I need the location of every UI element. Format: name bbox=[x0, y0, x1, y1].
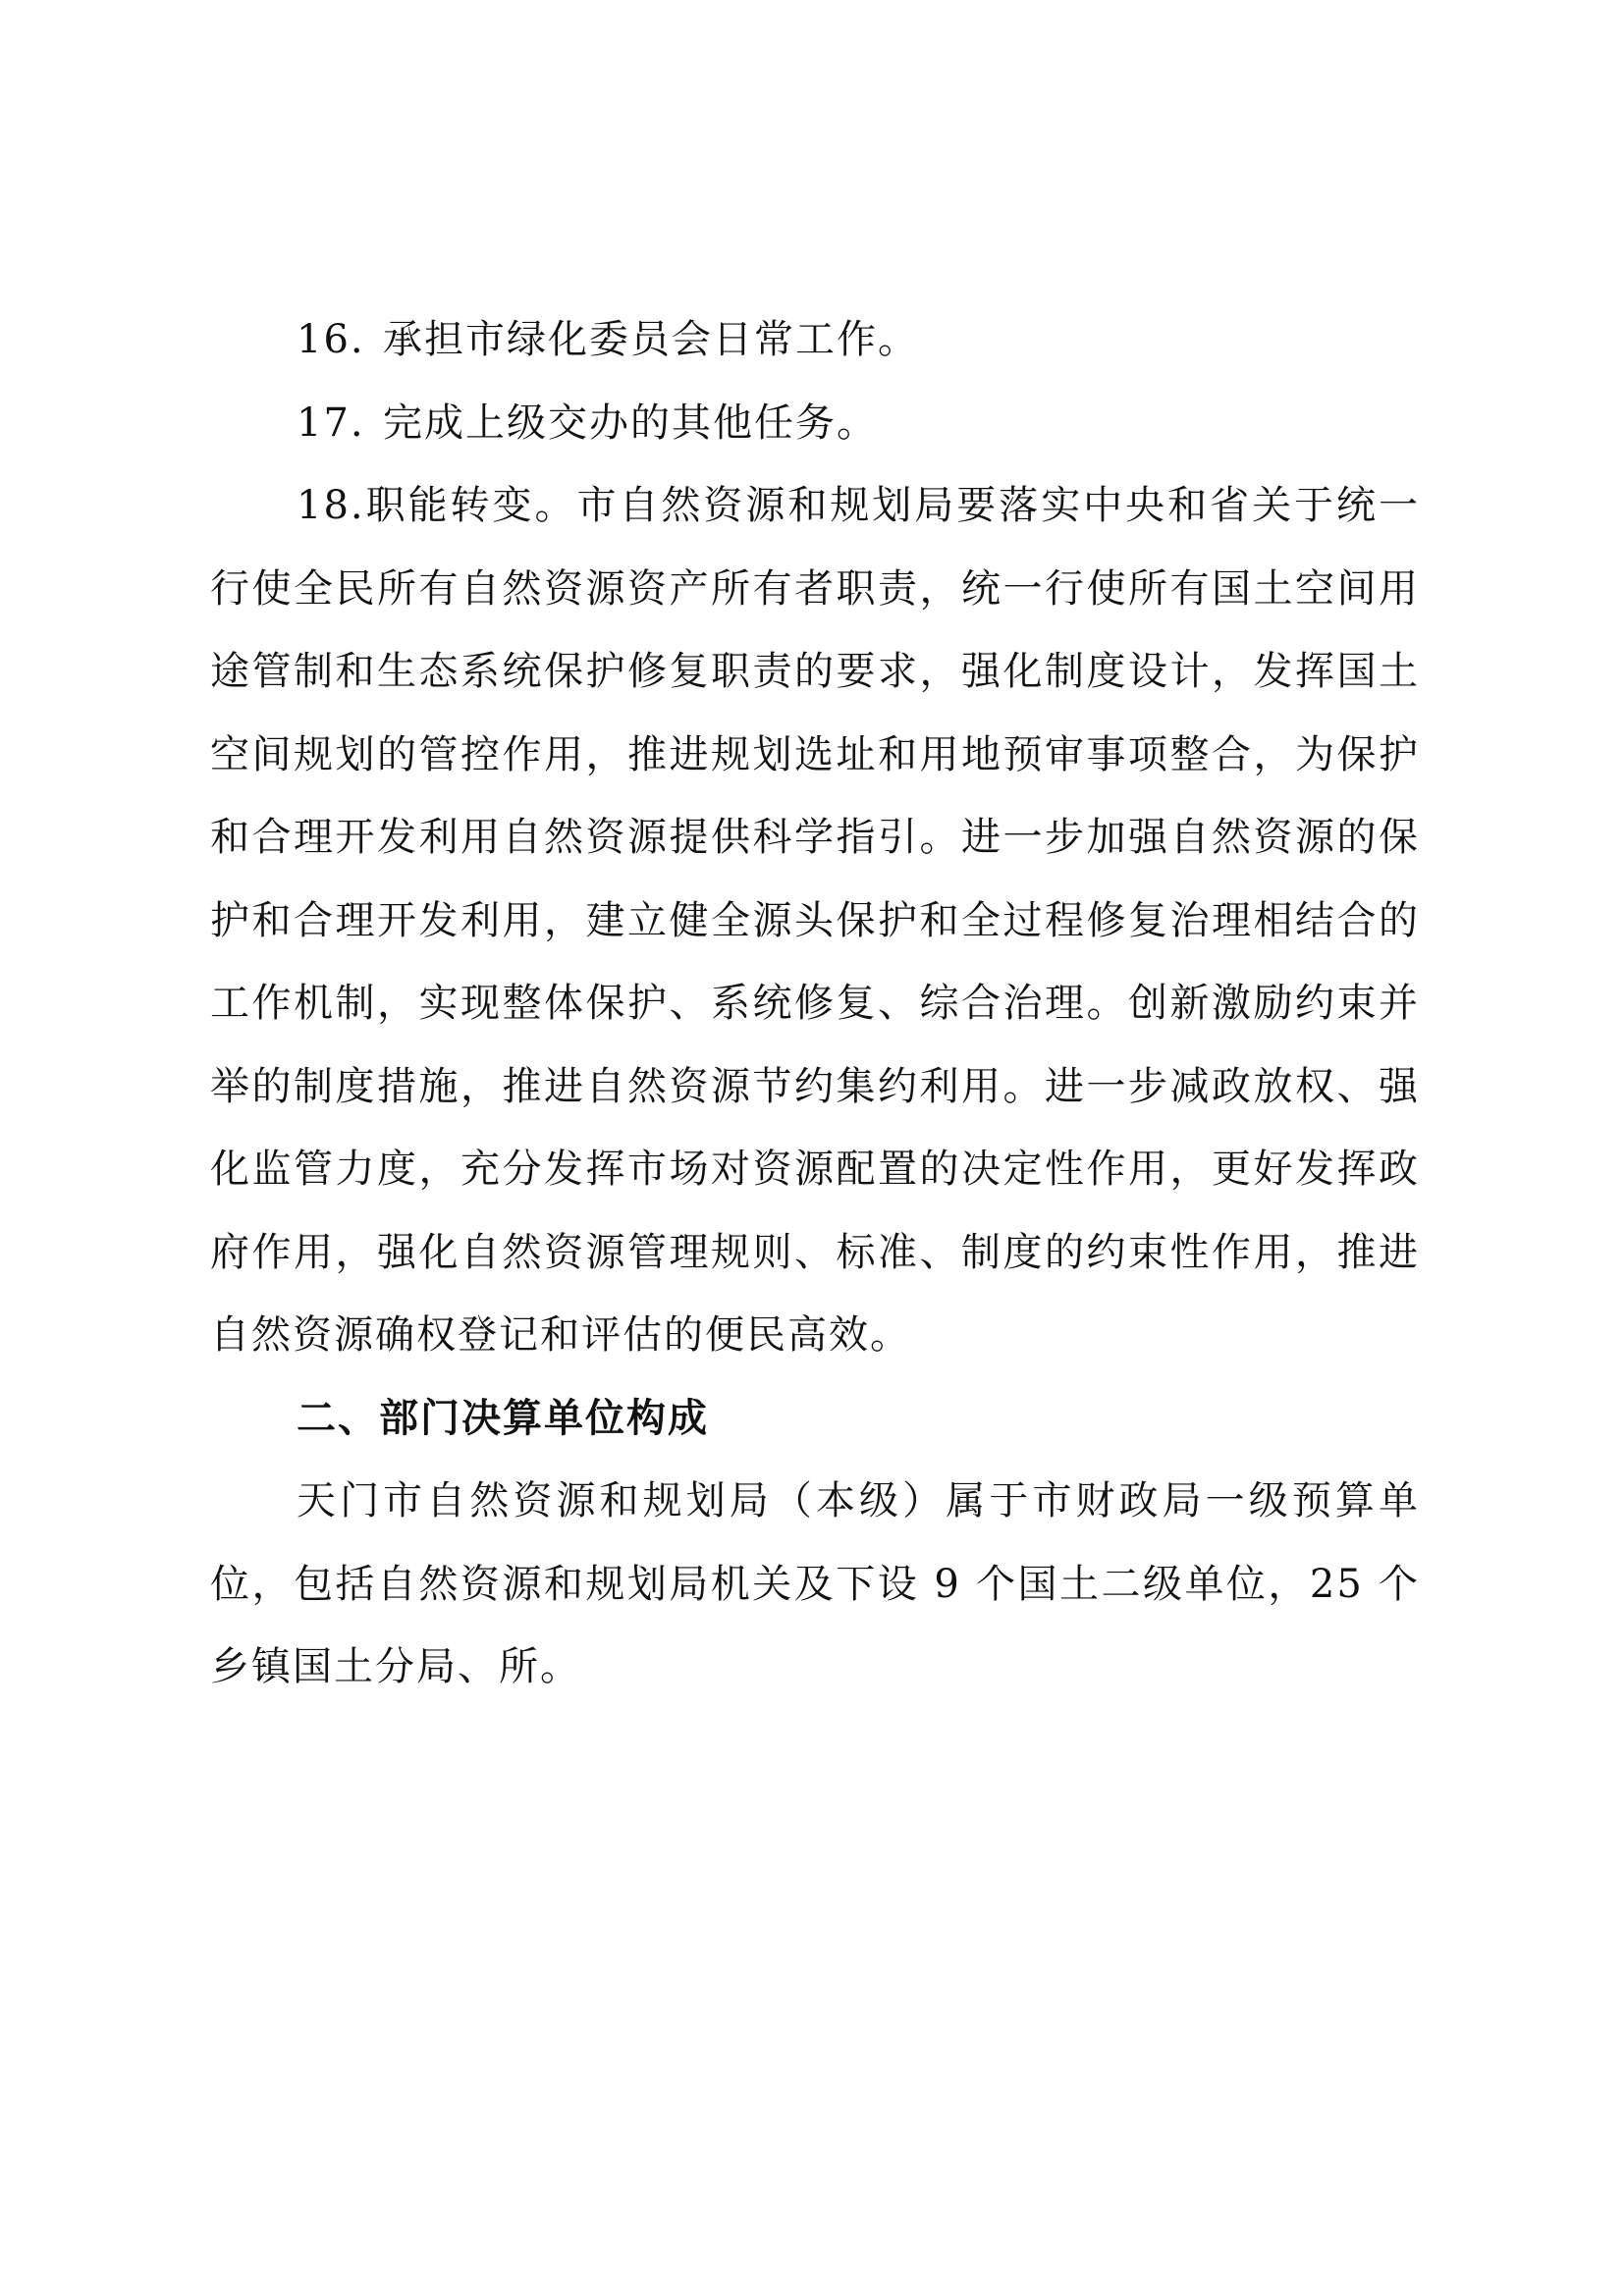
item-number: 16. bbox=[297, 317, 365, 362]
list-item-16 bbox=[210, 298, 1420, 382]
item-text: 职能转变。市自然资源和规划局要落实中央和省关于统一行使全民所有自然资源资产所有者职责，统一行使所有国土空间用途管制和生态系统保护修复职责的要求，强化制度设计，发挥国土空间规划的管控作用，推进规划选址和用地预审事项整合，为保护和合理开发利用自然资源提供科学指引。进一步加强自然资源的保护和合理开发利用，建立健全源头保护和全过程修复治理相结合的工作机制，实现整体保护、系统修复、综合治理。创新激励约束并举的制度措施，推进自然资源节约集约利用。进一步减政放权、强化监管力度，充分发挥市场对资源配置的决定性作用，更好发挥政府作用，强化自然资源管理规则、标准、制度的约束性作用，推进自然资源确权登记和评估的便民高效。 bbox=[210, 483, 1420, 1358]
item-number: 18. bbox=[297, 483, 365, 528]
list-item-17 bbox=[210, 382, 1420, 465]
item-text: 完成上级交办的其他任务。 bbox=[383, 400, 878, 446]
item-text: 承担市绿化委员会日常工作。 bbox=[383, 317, 919, 362]
section-body: 天门市自然资源和规划局（本级）属于市财政局一级预算单位，包括自然资源和规划局机关及下设 9 个国土二级单位，25 个乡镇国土分局、所。 bbox=[210, 1478, 1420, 1689]
section-heading: 二、部门决算单位构成 bbox=[297, 1395, 709, 1441]
item-number: 17. bbox=[297, 400, 365, 446]
list-item-18 bbox=[210, 464, 1420, 1377]
document-body bbox=[210, 298, 1420, 1709]
